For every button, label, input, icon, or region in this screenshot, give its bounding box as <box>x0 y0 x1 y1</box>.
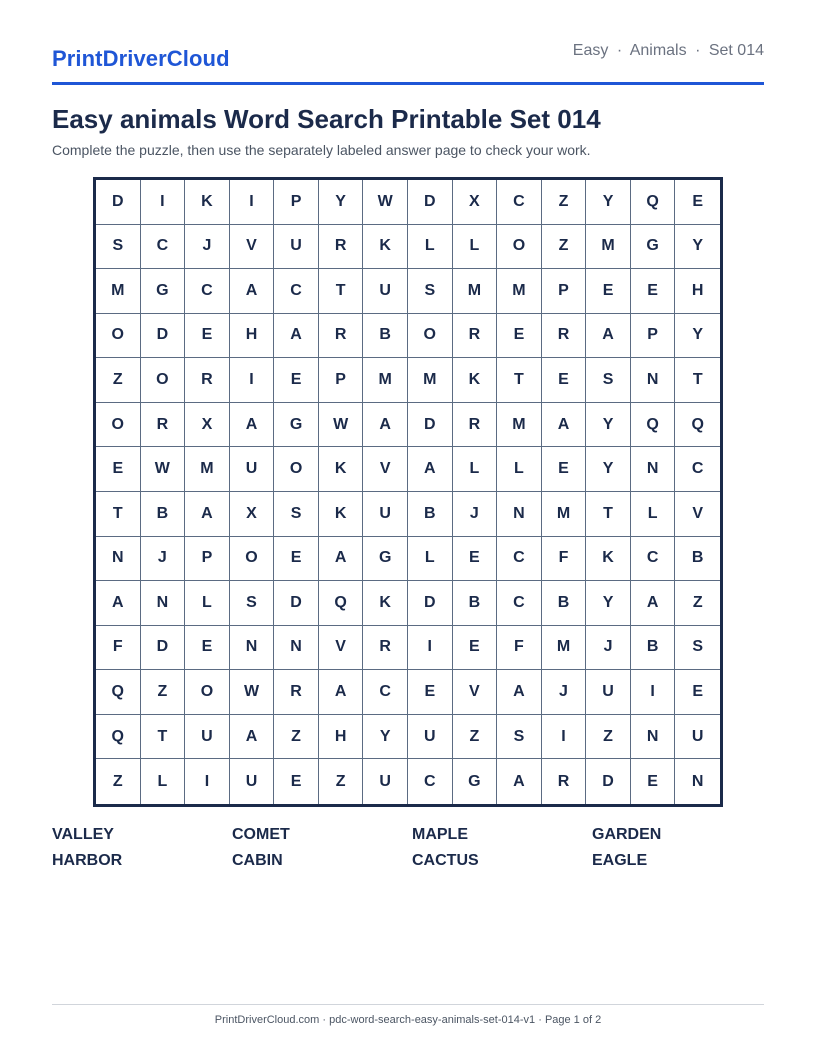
grid-cell[interactable]: L <box>453 447 498 492</box>
grid-cell[interactable]: B <box>141 492 186 537</box>
grid-cell[interactable]: A <box>408 447 453 492</box>
grid-cell[interactable]: Y <box>675 314 720 359</box>
breadcrumb <box>573 42 764 60</box>
grid-cell[interactable]: T <box>675 358 720 403</box>
grid-cell[interactable]: S <box>274 492 319 537</box>
grid-cell[interactable]: A <box>497 759 542 804</box>
grid-cell[interactable]: T <box>586 492 631 537</box>
grid-cell[interactable]: N <box>691 772 704 790</box>
grid-cell[interactable]: F <box>542 537 587 582</box>
grid-cell[interactable]: Z <box>319 759 364 804</box>
grid-cell[interactable]: Y <box>586 403 631 448</box>
grid-cell[interactable]: E <box>497 314 542 359</box>
grid-cell[interactable]: J <box>453 492 498 537</box>
grid-cell[interactable]: Q <box>675 403 720 448</box>
grid-cell[interactable]: Z <box>96 759 141 804</box>
grid-cell[interactable]: R <box>542 314 587 359</box>
grid-cell[interactable]: O <box>141 358 186 403</box>
grid-cell[interactable]: N <box>631 715 676 760</box>
grid-cell[interactable]: I <box>185 759 230 804</box>
grid-cell[interactable]: G <box>274 403 319 448</box>
page-footer <box>0 1014 816 1026</box>
grid-cell[interactable]: E <box>408 670 453 715</box>
grid-cell[interactable]: M <box>453 269 498 314</box>
grid-cell[interactable]: Q <box>319 581 364 626</box>
grid-cell[interactable]: E <box>185 314 230 359</box>
footer-separator: · <box>538 1014 542 1026</box>
word-list-item: COMET <box>232 826 290 843</box>
grid-cell[interactable]: Q <box>631 403 676 448</box>
grid-cell[interactable]: M <box>586 225 631 270</box>
grid-cell[interactable]: K <box>185 180 230 225</box>
grid-cell[interactable]: Y <box>586 180 631 225</box>
grid-cell[interactable]: I <box>542 715 587 760</box>
grid-cell[interactable]: N <box>274 626 319 671</box>
grid-cell[interactable]: Y <box>675 225 720 270</box>
grid-cell[interactable]: A <box>230 269 275 314</box>
grid-cell[interactable]: X <box>453 180 498 225</box>
grid-cell[interactable]: M <box>363 358 408 403</box>
grid-cell[interactable]: J <box>185 225 230 270</box>
grid-cell[interactable]: Y <box>319 180 364 225</box>
grid-cell[interactable]: A <box>497 670 542 715</box>
grid-cell[interactable]: O <box>497 225 542 270</box>
grid-cell[interactable]: C <box>631 537 676 582</box>
grid-cell[interactable]: S <box>675 626 720 671</box>
grid-cell[interactable]: G <box>141 269 186 314</box>
grid-cell[interactable]: M <box>96 269 141 314</box>
grid-cell[interactable]: S <box>96 225 141 270</box>
grid-cell[interactable]: K <box>319 492 364 537</box>
grid-cell[interactable]: R <box>542 759 587 804</box>
grid-cell[interactable]: S <box>408 269 453 314</box>
breadcrumb-item-category[interactable]: Animals <box>629 42 687 59</box>
grid-cell[interactable]: Z <box>274 715 319 760</box>
grid-cell[interactable]: D <box>96 180 141 225</box>
grid-cell[interactable]: V <box>230 225 275 270</box>
grid-cell[interactable]: B <box>408 492 453 537</box>
grid-cell[interactable]: Q <box>96 670 141 715</box>
grid-cell[interactable]: N <box>497 492 542 537</box>
grid-cell[interactable]: E <box>586 269 631 314</box>
grid-cell[interactable]: A <box>274 314 319 359</box>
grid-cell[interactable]: U <box>185 715 230 760</box>
word-list-item: CABIN <box>232 852 283 869</box>
grid-cell[interactable]: C <box>141 225 186 270</box>
grid-cell[interactable]: B <box>453 581 498 626</box>
grid-cell[interactable]: P <box>631 314 676 359</box>
grid-cell[interactable]: O <box>185 670 230 715</box>
header-divider <box>52 82 764 85</box>
grid-cell[interactable]: L <box>631 492 676 537</box>
grid-cell[interactable]: U <box>230 447 275 492</box>
grid-cell[interactable]: U <box>230 759 275 804</box>
grid-cell[interactable]: G <box>631 225 676 270</box>
grid-cell[interactable]: P <box>542 269 587 314</box>
grid-cell[interactable]: L <box>453 225 498 270</box>
grid-cell[interactable]: Z <box>675 581 720 626</box>
grid-cell[interactable]: M <box>408 358 453 403</box>
footer-site: PrintDriverCloud.com <box>214 1014 320 1026</box>
grid-cell[interactable]: D <box>274 581 319 626</box>
grid-cell[interactable]: P <box>319 358 364 403</box>
grid-cell[interactable]: I <box>141 180 186 225</box>
grid-cell[interactable]: A <box>542 403 587 448</box>
grid-cell[interactable]: D <box>408 403 453 448</box>
grid-cell[interactable]: E <box>631 269 676 314</box>
grid-cell[interactable]: W <box>230 670 275 715</box>
grid-cell[interactable]: I <box>631 670 676 715</box>
grid-cell[interactable]: B <box>363 314 408 359</box>
word-list-item: EAGLE <box>592 852 648 869</box>
grid-cell[interactable]: I <box>230 180 275 225</box>
grid-cell[interactable]: L <box>408 225 453 270</box>
grid-cell[interactable]: W <box>363 180 408 225</box>
grid-cell[interactable]: C <box>408 759 453 804</box>
grid-cell[interactable]: D <box>586 759 631 804</box>
grid-cell[interactable]: J <box>542 670 587 715</box>
footer-doc-id: pdc-word-search-easy-animals-set-014-v1 <box>329 1014 536 1026</box>
grid-cell[interactable]: S <box>230 581 275 626</box>
grid-cell[interactable]: D <box>141 626 186 671</box>
grid-cell[interactable]: X <box>230 492 275 537</box>
grid-cell[interactable]: O <box>230 537 275 582</box>
grid-cell[interactable]: M <box>542 626 587 671</box>
grid-cell[interactable]: M <box>185 447 230 492</box>
page-header <box>52 40 764 84</box>
grid-cell[interactable]: E <box>675 180 720 225</box>
breadcrumb-separator: · <box>616 42 623 59</box>
grid-cell[interactable]: L <box>185 581 230 626</box>
grid-cell[interactable]: B <box>631 626 676 671</box>
grid-cell[interactable]: K <box>586 537 631 582</box>
grid-cell[interactable]: U <box>274 225 319 270</box>
grid-cell[interactable]: T <box>497 358 542 403</box>
grid-cell[interactable]: W <box>319 403 364 448</box>
grid-cell[interactable]: Y <box>363 715 408 760</box>
grid-cell[interactable]: G <box>363 537 408 582</box>
grid-cell[interactable]: D <box>408 180 453 225</box>
grid-cell[interactable]: W <box>141 447 186 492</box>
grid-cell[interactable]: N <box>230 626 275 671</box>
grid-cell[interactable]: V <box>363 447 408 492</box>
grid-cell[interactable]: A <box>185 492 230 537</box>
grid-cell[interactable]: C <box>497 180 542 225</box>
grid-cell[interactable]: H <box>319 715 364 760</box>
grid-cell[interactable]: Q <box>96 715 141 760</box>
grid-cell[interactable]: E <box>96 447 141 492</box>
grid-cell[interactable]: X <box>185 403 230 448</box>
grid-cell[interactable]: M <box>497 403 542 448</box>
grid-cell[interactable]: Z <box>141 670 186 715</box>
grid-cell[interactable]: H <box>675 269 720 314</box>
grid-cell[interactable]: T <box>141 715 186 760</box>
grid-cell[interactable]: C <box>274 269 319 314</box>
grid-cell[interactable]: R <box>319 225 364 270</box>
brand-logo-text[interactable]: PrintDriverCloud <box>52 46 230 71</box>
grid-cell[interactable]: Z <box>96 358 141 403</box>
grid-cell[interactable]: K <box>453 358 498 403</box>
grid-cell[interactable]: R <box>453 314 498 359</box>
grid-cell[interactable]: J <box>586 626 631 671</box>
grid-cell[interactable]: K <box>363 225 408 270</box>
grid-cell[interactable]: M <box>497 269 542 314</box>
grid-cell[interactable]: L <box>497 447 542 492</box>
grid-cell[interactable]: U <box>363 269 408 314</box>
grid-cell[interactable]: U <box>675 715 720 760</box>
breadcrumb-separator: · <box>695 42 701 59</box>
word-list <box>52 826 764 870</box>
grid-cell[interactable]: G <box>453 759 498 804</box>
footer-divider <box>52 1004 764 1005</box>
grid-cell[interactable]: A <box>230 715 275 760</box>
grid-cell[interactable]: I <box>230 358 275 403</box>
grid-cell[interactable]: E <box>185 626 230 671</box>
grid-cell[interactable]: Z <box>542 180 587 225</box>
grid-cell[interactable]: B <box>542 581 587 626</box>
grid-cell[interactable]: R <box>453 403 498 448</box>
grid-cell[interactable]: V <box>675 492 720 537</box>
grid-cell[interactable]: U <box>586 670 631 715</box>
footer-separator: · <box>322 1014 327 1026</box>
word-list-item: VALLEY <box>52 826 114 843</box>
grid-cell[interactable]: N <box>96 537 141 582</box>
grid-cell[interactable]: L <box>408 537 453 582</box>
grid-cell[interactable]: E <box>453 626 498 671</box>
grid-cell[interactable]: I <box>408 626 453 671</box>
grid-cell[interactable]: E <box>631 759 676 804</box>
grid-cell[interactable]: F <box>497 626 542 671</box>
grid-cell[interactable]: P <box>185 537 230 582</box>
grid-cell[interactable]: Z <box>542 225 587 270</box>
grid-cell[interactable]: R <box>274 670 319 715</box>
grid-cell[interactable]: N <box>141 581 186 626</box>
grid-cell[interactable]: A <box>586 314 631 359</box>
grid-cell[interactable]: C <box>497 537 542 582</box>
breadcrumb-item-level[interactable]: Easy <box>572 42 609 59</box>
word-list-item: CACTUS <box>412 852 479 869</box>
grid-cell[interactable]: E <box>274 358 319 403</box>
grid-cell[interactable]: B <box>675 537 720 582</box>
grid-cell[interactable]: L <box>141 759 186 804</box>
grid-cell[interactable]: K <box>363 581 408 626</box>
grid-cell[interactable]: C <box>675 447 720 492</box>
grid-cell[interactable]: E <box>274 537 319 582</box>
grid-cell[interactable]: A <box>319 537 364 582</box>
grid-cell[interactable]: D <box>141 314 186 359</box>
grid-cell[interactable]: T <box>319 269 364 314</box>
grid-cell[interactable]: C <box>497 581 542 626</box>
grid-cell[interactable]: E <box>675 670 720 715</box>
grid-cell[interactable]: F <box>96 626 141 671</box>
grid-cell[interactable]: E <box>453 537 498 582</box>
grid-cell[interactable]: A <box>230 403 275 448</box>
grid-cell[interactable]: O <box>408 314 453 359</box>
grid-cell[interactable]: Y <box>586 581 631 626</box>
grid-cell[interactable]: V <box>319 626 364 671</box>
grid-cell[interactable]: E <box>542 447 587 492</box>
breadcrumb-item-set: Set 014 <box>708 42 764 59</box>
grid-cell[interactable]: J <box>141 537 186 582</box>
word-list-item: GARDEN <box>592 826 662 843</box>
grid-cell[interactable]: U <box>363 492 408 537</box>
page-title: Easy animals Word Search Printable Set 014 <box>52 104 601 134</box>
grid-cell[interactable]: A <box>319 670 364 715</box>
grid-cell[interactable]: R <box>141 403 186 448</box>
grid-cell[interactable]: S <box>497 715 542 760</box>
grid-cell[interactable]: N <box>631 358 676 403</box>
grid-cell[interactable]: U <box>363 759 408 804</box>
grid-cell[interactable]: A <box>96 581 141 626</box>
grid-cell[interactable]: N <box>631 447 676 492</box>
grid-cell[interactable]: E <box>542 358 587 403</box>
grid-cell[interactable]: E <box>274 759 319 804</box>
grid-cell[interactable]: K <box>319 447 364 492</box>
grid-cell[interactable]: D <box>408 581 453 626</box>
grid-cell[interactable]: Z <box>453 715 498 760</box>
grid-cell[interactable]: O <box>274 447 319 492</box>
grid-cell[interactable]: O <box>96 403 141 448</box>
grid-cell[interactable]: H <box>230 314 275 359</box>
grid-cell[interactable]: A <box>631 581 676 626</box>
grid-cell[interactable]: U <box>408 715 453 760</box>
page-subtitle: Complete the puzzle, then use the separately labeled answer page to check your work. <box>52 142 591 158</box>
word-list-item: HARBOR <box>52 852 123 869</box>
grid-cell[interactable]: T <box>96 492 141 537</box>
grid-cell[interactable]: S <box>586 358 631 403</box>
word-search-grid <box>93 177 723 807</box>
grid-cell[interactable]: Y <box>586 447 631 492</box>
grid-cell[interactable]: C <box>185 269 230 314</box>
grid-cell[interactable]: V <box>453 670 498 715</box>
grid-cell[interactable]: M <box>542 492 587 537</box>
grid-cell[interactable]: C <box>363 670 408 715</box>
grid-cell[interactable]: R <box>319 314 364 359</box>
word-list-item: MAPLE <box>412 826 468 843</box>
grid-cell[interactable]: P <box>274 180 319 225</box>
grid-cell[interactable]: O <box>96 314 141 359</box>
footer-page-number: Page 1 of 2 <box>544 1014 602 1026</box>
grid-cell[interactable]: Q <box>631 180 676 225</box>
grid-cell[interactable]: A <box>363 403 408 448</box>
grid-cell[interactable]: R <box>185 358 230 403</box>
grid-cell[interactable]: R <box>363 626 408 671</box>
grid-cell[interactable]: Z <box>586 715 631 760</box>
